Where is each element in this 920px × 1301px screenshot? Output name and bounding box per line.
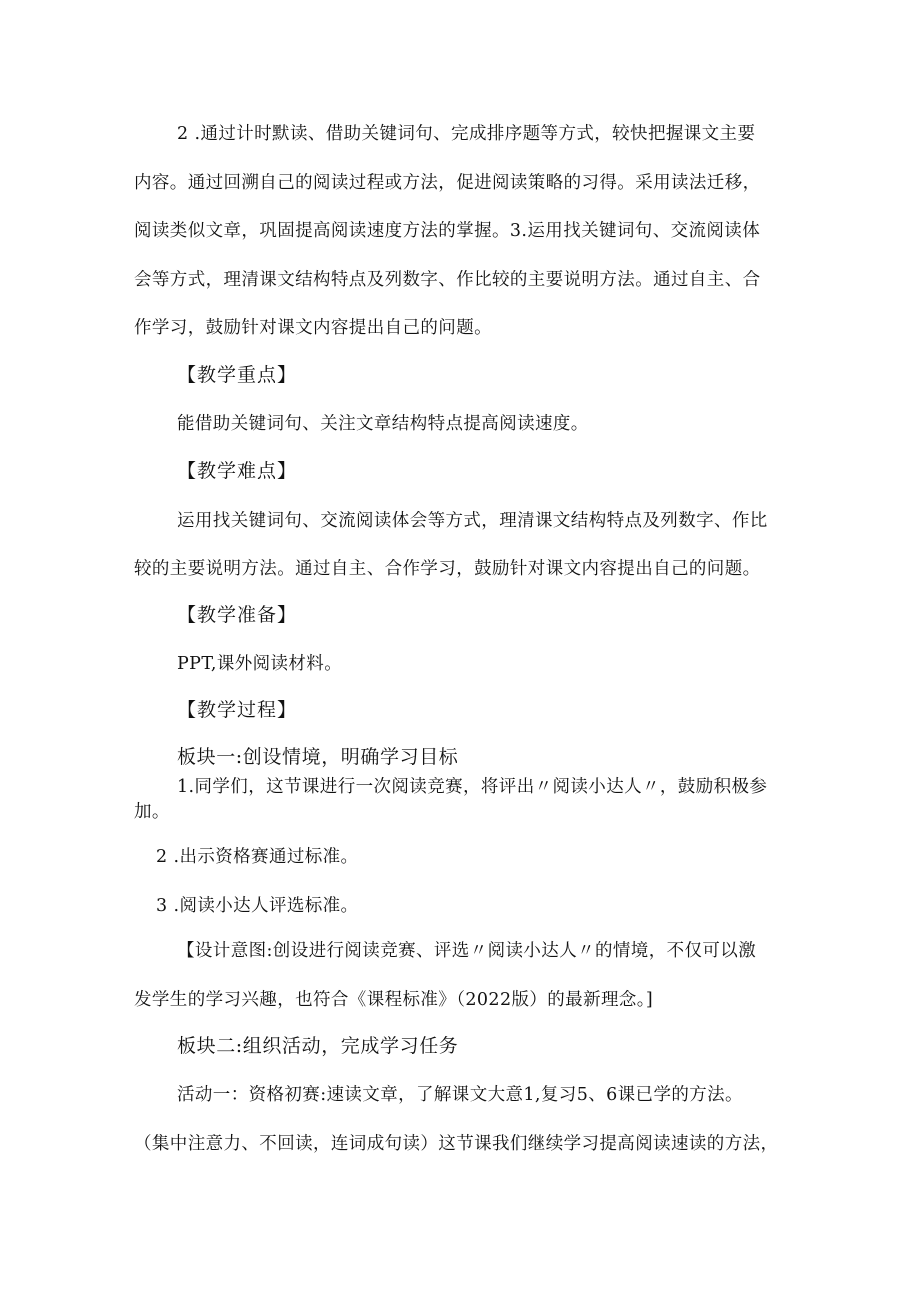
process-heading: 【教学过程】 [177,699,298,721]
preparation-text: PPT,课外阅读材料。 [177,654,343,674]
design-intent-line-2: 发学生的学习兴趣，也符合《课程标准》（2022版）的最新理念。] [134,990,654,1010]
design-intent-line-1: 【设计意图:创设进行阅读竞赛、评选〃阅读小达人〃的情境，不仅可以激 [177,941,757,961]
objectives-line-5: 作学习，鼓励针对课文内容提出自己的问题。 [134,318,492,338]
objectives-line-1: 2 .通过计时默读、借助关键词句、完成排序题等方式，较快把握课文主要 [177,124,756,144]
objectives-line-2: 内容。通过回溯自己的阅读过程或方法，促进阅读策略的习得。采用读法迁移， [134,173,761,193]
activity1-line-1: 活动一：资格初赛:速读文章，了解课文大意1,复习5、6课已学的方法。 [177,1085,743,1105]
block1-item2: 2 .出示资格赛通过标准。 [156,847,359,867]
block1-item1-line-1: 1.同学们，这节课进行一次阅读竞赛，将评出〃阅读小达人〃，鼓励积极参 [177,777,768,797]
block2-title: 板块二:组织活动，完成学习任务 [177,1035,459,1057]
difficulties-line-2: 较的主要说明方法。通过自主、合作学习，鼓励针对课文内容提出自己的问题。 [134,559,761,579]
block1-item3: 3 .阅读小达人评选标准。 [156,896,359,916]
preparation-heading: 【教学准备】 [177,604,298,626]
difficulties-line-1: 运用找关键词句、交流阅读体会等方式，理清课文结构特点及列数字、作比 [177,511,768,531]
activity1-line-2: （集中注意力、不回读，连词成句读）这节课我们继续学习提高阅读速读的方法， [134,1134,779,1154]
block1-title: 板块一:创设情境，明确学习目标 [177,746,459,768]
block1-item1-line-2: 加。 [134,802,170,822]
key-points-text: 能借助关键词句、关注文章结构特点提高阅读速度。 [177,414,589,434]
objectives-line-3: 阅读类似文章，巩固提高阅读速度方法的掌握。3.运用找关键词句、交流阅读体 [134,221,761,241]
difficulties-heading: 【教学难点】 [177,460,298,482]
objectives-line-4: 会等方式，理清课文结构特点及列数字、作比较的主要说明方法。通过自主、合 [134,270,761,290]
key-points-heading: 【教学重点】 [177,364,298,386]
